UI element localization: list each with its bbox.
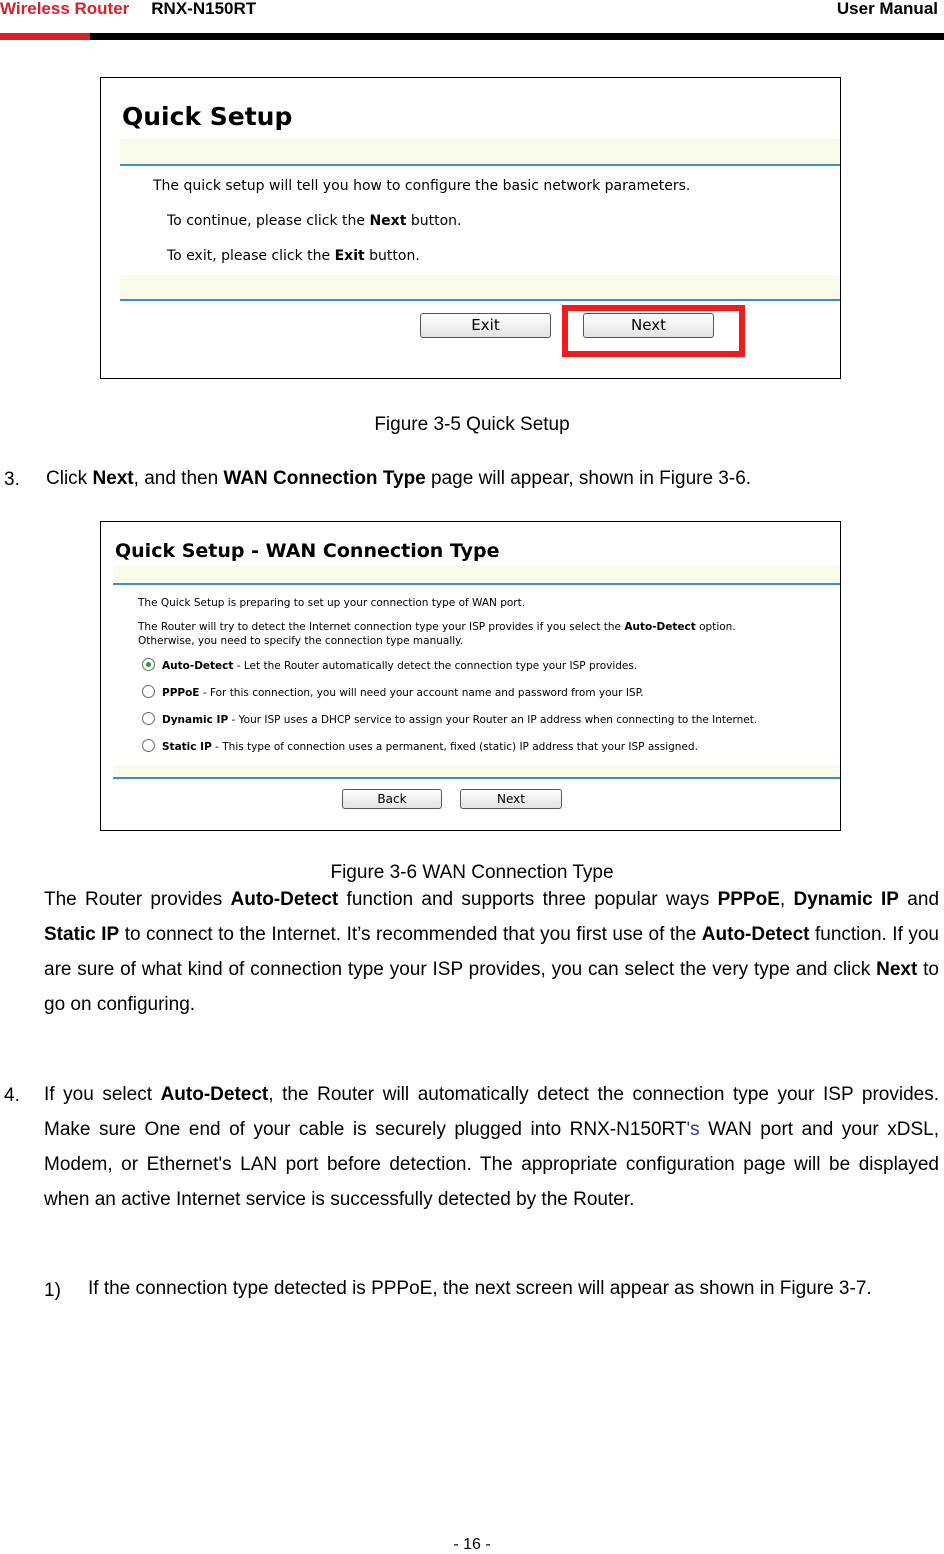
exit-instruction bbox=[167, 248, 420, 264]
wan-title-band bbox=[113, 565, 840, 583]
para-b5: Auto-Detect bbox=[701, 924, 810, 945]
continue-button-word: button. bbox=[406, 213, 462, 229]
step-3-b2: WAN Connection Type bbox=[223, 468, 426, 489]
para-b3: Dynamic IP bbox=[793, 889, 899, 910]
para-t7: to go on configuring. bbox=[44, 959, 939, 1015]
para-b4: Static IP bbox=[44, 924, 120, 945]
figure-3-5-caption: Figure 3-5 Quick Setup bbox=[374, 414, 570, 435]
option-static-ip[interactable] bbox=[142, 739, 698, 753]
quick-setup-screenshot bbox=[100, 77, 841, 379]
highlight-box bbox=[562, 305, 745, 357]
option-static-ip-desc: - This type of connection uses a permanent, fixed (static) IP address that your ISP assigned. bbox=[211, 741, 698, 753]
option-auto-detect[interactable] bbox=[142, 658, 637, 672]
wan-intro-2 bbox=[138, 621, 736, 633]
auto-detect-paragraph bbox=[44, 882, 939, 1022]
para-b2: PPPoE bbox=[717, 889, 780, 910]
option-pppoe-name: PPPoE bbox=[162, 687, 200, 699]
quick-setup-description: The quick setup will tell you how to configure the basic network parameters. bbox=[153, 178, 691, 194]
para-t1: The Router provides bbox=[44, 889, 231, 910]
wan-footer-rule bbox=[113, 777, 840, 779]
exit-word: Exit bbox=[334, 248, 365, 264]
header-rule-accent bbox=[0, 33, 90, 40]
title-rule bbox=[120, 164, 840, 166]
quick-setup-title: Quick Setup bbox=[122, 102, 293, 131]
brand-name: Wireless Router bbox=[0, 0, 130, 18]
step-4-b1: Auto-Detect bbox=[160, 1084, 269, 1105]
step-4-number: 4. bbox=[4, 1085, 20, 1106]
step-4-t1: If you select bbox=[44, 1084, 161, 1105]
continue-next-word: Next bbox=[369, 213, 407, 229]
wan-intro-2b: Auto-Detect bbox=[624, 621, 696, 633]
wan-intro-3: Otherwise, you need to specify the connection type manually. bbox=[138, 635, 464, 647]
running-header bbox=[0, 0, 256, 19]
para-b1: Auto-Detect bbox=[230, 889, 339, 910]
manual-label: User Manual bbox=[836, 0, 938, 18]
continue-instruction bbox=[167, 213, 461, 229]
wan-intro-2a: The Router will try to detect the Internet connection type your ISP provides if you select the bbox=[138, 621, 625, 633]
exit-button-word: button. bbox=[364, 248, 420, 264]
title-band bbox=[120, 139, 840, 165]
step-3-t1: Click bbox=[46, 468, 93, 489]
option-auto-detect-name: Auto-Detect bbox=[162, 660, 234, 672]
next-button[interactable]: Next bbox=[583, 313, 714, 338]
step-3-text bbox=[46, 461, 939, 496]
exit-button[interactable]: Exit bbox=[420, 313, 551, 338]
step-4-t2: , the Router will automatically detect the connection type your ISP provides. Make sure One end of your cable is securely plugged into RNX-N150RT bbox=[44, 1084, 939, 1140]
para-t5: to connect to the Internet. It’s recommended that you first use of the bbox=[119, 924, 702, 945]
header-rule bbox=[0, 33, 944, 40]
substep-1-text: If the connection type detected is PPPoE, the next screen will appear as shown in Figure 3-7. bbox=[88, 1278, 872, 1299]
figure-3-6-caption: Figure 3-6 WAN Connection Type bbox=[330, 862, 614, 883]
continue-text: To continue, please click the bbox=[167, 213, 370, 229]
wan-footer-band bbox=[113, 765, 840, 777]
step-3-t2: , and then bbox=[133, 468, 224, 489]
para-t2: function and supports three popular ways bbox=[338, 889, 718, 910]
option-static-ip-name: Static IP bbox=[162, 741, 212, 753]
step-4-text bbox=[44, 1077, 939, 1217]
para-t3: , bbox=[779, 889, 794, 910]
model-name: RNX-N150RT bbox=[151, 0, 257, 18]
wan-title: Quick Setup - WAN Connection Type bbox=[115, 540, 500, 562]
wan-next-button[interactable]: Next bbox=[460, 789, 562, 809]
wan-connection-type-screenshot bbox=[100, 521, 841, 831]
para-b6: Next bbox=[876, 959, 918, 980]
step-4-possessive: 's bbox=[686, 1119, 700, 1140]
option-auto-detect-desc: - Let the Router automatically detect the connection type your ISP provides. bbox=[233, 660, 638, 672]
step-3-number: 3. bbox=[4, 469, 20, 490]
step-3-t3: page will appear, shown in Figure 3-6. bbox=[425, 468, 752, 489]
radio-pppoe[interactable] bbox=[142, 685, 155, 698]
footer-rule bbox=[120, 299, 840, 301]
para-t4: and bbox=[898, 889, 940, 910]
wan-intro-2c: option. bbox=[695, 621, 736, 633]
option-dynamic-ip[interactable] bbox=[142, 712, 757, 726]
substep-1-number: 1) bbox=[44, 1280, 61, 1301]
option-dynamic-ip-desc: - Your ISP uses a DHCP service to assign your Router an IP address when connecting to the Internet. bbox=[228, 714, 758, 726]
step-4-t3: WAN port and your xDSL, Modem, or Ethernet's LAN port before detection. The appropriate configuration page will be displayed when an active Internet service is successfully detected by the Router. bbox=[44, 1119, 939, 1210]
para-t6: function. If you are sure of what kind of connection type your ISP provides, you can select the very type and click bbox=[44, 924, 939, 980]
option-pppoe-desc: - For this connection, you will need your account name and password from your ISP. bbox=[199, 687, 644, 699]
option-pppoe[interactable] bbox=[142, 685, 644, 699]
footer-band bbox=[120, 275, 840, 301]
radio-auto-detect[interactable] bbox=[142, 658, 155, 671]
back-button[interactable]: Back bbox=[342, 789, 442, 809]
exit-text: To exit, please click the bbox=[167, 248, 335, 264]
radio-static-ip[interactable] bbox=[142, 739, 155, 752]
step-3-b1: Next bbox=[92, 468, 134, 489]
radio-dynamic-ip[interactable] bbox=[142, 712, 155, 725]
wan-title-rule bbox=[113, 583, 840, 585]
option-dynamic-ip-name: Dynamic IP bbox=[162, 714, 229, 726]
wan-intro-1: The Quick Setup is preparing to set up your connection type of WAN port. bbox=[138, 597, 526, 609]
page-number: - 16 - bbox=[453, 1536, 491, 1553]
